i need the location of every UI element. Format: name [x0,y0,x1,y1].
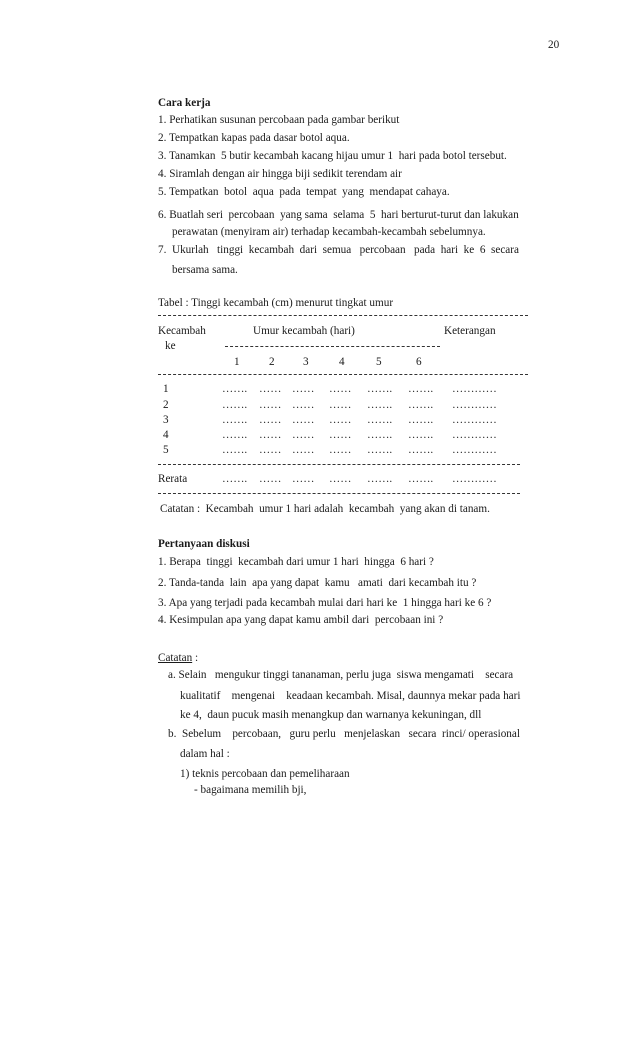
table-cell: …… [329,429,352,441]
step-6-cont: perawatan (menyiram air) terhadap kecambah-kecambah sebelumnya. [172,226,486,238]
row-label: 2 [163,399,169,411]
table-cell: …… [259,383,282,395]
rerata-cell: …… [259,473,282,485]
page-number: 20 [548,39,560,51]
table-cell: …… [259,444,282,456]
table-cell: ………… [452,414,497,426]
table-cell: …… [292,444,315,456]
catatan-line-b: b. Sebelum percobaan, guru perlu menjelaskan secara rinci/ operasional [168,728,520,740]
table-cell: ……. [408,444,434,456]
day-label-6: 6 [416,356,422,368]
table-cell: ……. [408,429,434,441]
table-cell: ……. [222,414,248,426]
table-cell: ……. [408,383,434,395]
step-7-cont: bersama sama. [172,264,238,276]
catatan-heading-line [158,651,198,665]
rerata-cell: ……. [367,473,393,485]
table-cell: ……. [222,399,248,411]
catatan-colon: : [192,652,199,664]
row-label: 4 [163,429,169,441]
table-cell: …… [292,414,315,426]
catatan-line-a: a. Selain mengukur tinggi tananaman, perlu juga siswa mengamati secara [168,669,514,681]
table-cell: …… [292,383,315,395]
table-cell: ……. [367,414,393,426]
step-1: 1. Perhatikan susunan percobaan pada gambar berikut [158,114,400,126]
table-rule-bottom [158,493,520,494]
table-cell: ………… [452,429,497,441]
question-2: 2. Tanda-tanda lain apa yang dapat kamu amati dari kecambah itu ? [158,577,477,589]
table-cell: ……. [408,399,434,411]
table-cell: ……. [367,429,393,441]
header-umur: Umur kecambah (hari) [253,325,355,337]
table-cell: ……. [222,429,248,441]
table-cell: ……. [367,399,393,411]
catatan-line-a2: kualitatif mengenai keadaan kecambah. Misal, daunnya mekar pada hari [180,690,521,702]
step-4: 4. Siramlah dengan air hingga biji sedikit terendam air [158,168,402,180]
table-cell: …… [329,414,352,426]
table-rule-header [158,374,528,375]
table-cell: …… [292,399,315,411]
step-2: 2. Tempatkan kapas pada dasar botol aqua. [158,132,350,144]
step-3: 3. Tanamkan 5 butir kecambah kacang hijau umur 1 hari pada botol tersebut. [158,150,507,162]
header-kecambah: Kecambah [158,325,206,337]
question-1: 1. Berapa tinggi kecambah dari umur 1 hari hingga 6 hari ? [158,556,434,568]
table-rule-body [158,464,520,465]
catatan-line-b2: dalam hal : [180,748,230,760]
table-cell: ……. [367,444,393,456]
row-label: 5 [163,444,169,456]
table-cell: …… [259,399,282,411]
diskusi-heading: Pertanyaan diskusi [158,538,250,550]
rerata-cell: ……. [222,473,248,485]
rerata-cell: …… [292,473,315,485]
row-label: 1 [163,383,169,395]
rerata-cell: …… [329,473,352,485]
cara-kerja-heading: Cara kerja [158,97,211,109]
table-cell: …… [329,399,352,411]
table-cell: ………… [452,444,497,456]
step-5: 5. Tempatkan botol aqua pada tempat yang mendapat cahaya. [158,186,450,198]
table-cell: …… [259,414,282,426]
table-cell: …… [292,429,315,441]
day-label-5: 5 [376,356,382,368]
table-cell: …… [329,383,352,395]
table-cell: …… [259,429,282,441]
row-label: 3 [163,414,169,426]
header-keterangan: Keterangan [444,325,496,337]
table-cell: ……. [222,383,248,395]
catatan-heading: Catatan [158,652,193,664]
header-day-rule [225,346,440,347]
rerata-cell: ……. [408,473,434,485]
question-3: 3. Apa yang terjadi pada kecambah mulai dari hari ke 1 hingga hari ke 6 ? [158,597,492,609]
table-caption: Tabel : Tinggi kecambah (cm) menurut tingkat umur [158,297,394,309]
day-label-1: 1 [234,356,240,368]
rerata-label: Rerata [158,473,188,485]
table-cell: ……. [408,414,434,426]
table-rule-top [158,315,528,316]
catatan-line-b4: - bagaimana memilih bji, [194,784,307,796]
table-cell: ……. [222,444,248,456]
table-cell: …… [329,444,352,456]
table-note: Catatan : Kecambah umur 1 hari adalah kecambah yang akan di tanam. [160,503,490,515]
table-cell: ………… [452,383,497,395]
step-7: 7. Ukurlah tinggi kecambah dari semua percobaan pada hari ke 6 secara [158,244,519,256]
question-4: 4. Kesimpulan apa yang dapat kamu ambil dari percobaan ini ? [158,614,444,626]
day-label-3: 3 [303,356,309,368]
header-ke: ke [165,340,176,352]
step-6: 6. Buatlah seri percobaan yang sama selama 5 hari berturut-turut dan lakukan [158,209,519,221]
catatan-line-a3: ke 4, daun pucuk masih menangkup dan warnanya kekuningan, dll [180,709,482,721]
day-label-2: 2 [269,356,275,368]
day-label-4: 4 [339,356,345,368]
rerata-cell: ………… [452,473,497,485]
catatan-line-b3: 1) teknis percobaan dan pemeliharaan [180,768,350,780]
table-cell: ……. [367,383,393,395]
table-cell: ………… [452,399,497,411]
